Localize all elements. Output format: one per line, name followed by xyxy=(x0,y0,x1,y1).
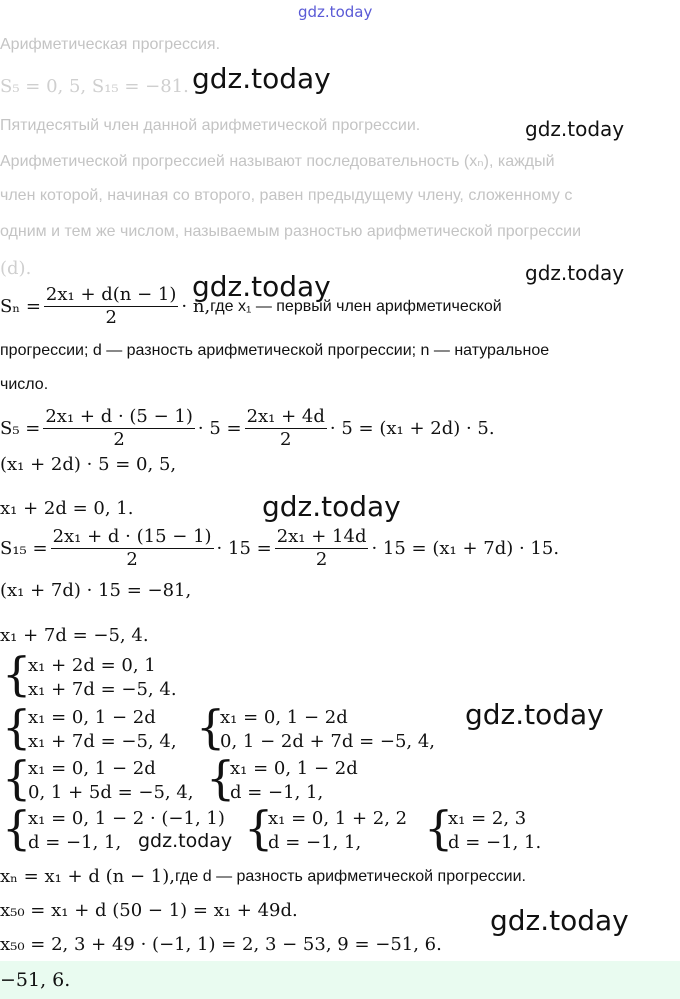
formula-explanation-line: прогрессии; d — разность арифметической прогрессии; n — натуральное xyxy=(0,342,550,359)
denominator: 2 xyxy=(126,549,138,570)
definition-line: член которой, начиная со второго, равен предыдущему члену, сложенному с xyxy=(0,187,573,204)
s15-end: · 15 = (x₁ + 7d) · 15. xyxy=(371,538,560,559)
s5-fraction-2 xyxy=(245,406,327,451)
system-brace: { xyxy=(196,700,226,754)
s15-middle: · 15 = xyxy=(216,538,272,559)
system-b xyxy=(28,706,177,754)
watermark: gdz.today xyxy=(262,490,401,523)
system-c xyxy=(220,706,435,754)
watermark: gdz.today xyxy=(192,62,331,95)
definition-line: (d). xyxy=(0,258,32,279)
system-brace: { xyxy=(2,700,32,754)
system-h xyxy=(448,807,541,855)
system-line: x₁ = 0, 1 − 2d xyxy=(28,758,156,779)
x50-formula: x₅₀ = x₁ + d (50 − 1) = x₁ + 49d. xyxy=(0,900,298,921)
system-brace: { xyxy=(206,751,236,805)
denominator: 2 xyxy=(315,549,328,570)
system-line: x₁ + 7d = −5, 4, xyxy=(28,731,177,752)
system-line: x₁ + 7d = −5, 4. xyxy=(28,679,177,700)
system-brace: { xyxy=(2,751,32,805)
s5-end: · 5 = (x₁ + 2d) · 5. xyxy=(329,418,495,439)
system-line: d = −1, 1, xyxy=(28,832,122,853)
equation: x₁ + 2d = 0, 1. xyxy=(0,498,134,519)
equation: (x₁ + 2d) · 5 = 0, 5, xyxy=(0,454,177,475)
formula-numerator: 2x₁ + d(n − 1) xyxy=(45,284,177,305)
given-values: S₅ = 0, 5, S₁₅ = −81. xyxy=(0,76,189,97)
formula-tail: · n, xyxy=(181,296,211,317)
nth-term-math: xₙ = x₁ + d (n − 1), xyxy=(0,866,175,887)
s5-lhs: S₅ = xyxy=(0,418,41,439)
nth-term-formula xyxy=(0,866,526,887)
system-brace: { xyxy=(2,801,32,855)
system-line: d = −1, 1, xyxy=(268,832,362,853)
formula-denominator: 2 xyxy=(105,307,117,328)
watermark: gdz.today xyxy=(465,698,604,731)
equation: x₁ + 7d = −5, 4. xyxy=(0,625,149,646)
definition-line: Арифметической прогрессией называют последовательность (xₙ), каждый xyxy=(0,153,555,170)
answer-box xyxy=(0,961,680,999)
s5-expansion xyxy=(0,406,495,451)
formula-explanation-line: число. xyxy=(0,376,49,393)
system-line: x₁ = 2, 3 xyxy=(448,808,527,829)
definition-line: одним и тем же числом, называемым разностью арифметической прогрессии xyxy=(0,223,582,240)
system-line: x₁ = 0, 1 − 2 · (−1, 1) xyxy=(28,808,225,829)
task-title: Арифметическая прогрессия. xyxy=(0,36,221,53)
numerator: 2x₁ + 14d xyxy=(276,526,367,547)
task-statement: Пятидесятый член данной арифметической прогрессии. xyxy=(0,117,421,134)
system-d xyxy=(28,757,194,805)
watermark: gdz.today xyxy=(192,270,331,303)
system-g xyxy=(268,807,407,855)
formula-lhs: Sₙ = xyxy=(0,296,41,317)
system-line: d = −1, 1, xyxy=(230,782,324,803)
watermark: gdz.today xyxy=(525,261,625,285)
system-brace: { xyxy=(424,801,454,855)
watermark: gdz.today xyxy=(525,117,625,141)
x50-calculation: x₅₀ = 2, 3 + 49 · (−1, 1) = 2, 3 − 53, 9 = −51, 6. xyxy=(0,934,442,955)
sum-formula xyxy=(0,284,502,329)
system-line: x₁ = 0, 1 − 2d xyxy=(230,758,358,779)
equation: (x₁ + 7d) · 15 = −81, xyxy=(0,580,192,601)
watermark: gdz.today xyxy=(490,904,629,937)
system-line: x₁ = 0, 1 − 2d xyxy=(220,707,348,728)
formula-fraction xyxy=(44,284,178,329)
system-line: x₁ = 0, 1 + 2, 2 xyxy=(268,808,408,829)
formula-explanation: где x₁ — первый член арифметической xyxy=(210,297,502,315)
s15-fraction-1 xyxy=(51,526,214,571)
s15-expansion xyxy=(0,526,559,571)
s15-fraction-2 xyxy=(275,526,369,571)
nth-term-text: где d — разность арифметической прогрессии. xyxy=(174,867,526,885)
s15-lhs: S₁₅ = xyxy=(0,538,48,559)
numerator: 2x₁ + d · (5 − 1) xyxy=(45,406,193,427)
system-brace: { xyxy=(2,647,32,701)
system-a xyxy=(28,654,177,702)
answer-value: −51, 6. xyxy=(0,969,71,991)
system-line: x₁ + 2d = 0, 1 xyxy=(28,655,156,676)
numerator: 2x₁ + 4d xyxy=(246,406,325,427)
denominator: 2 xyxy=(280,429,292,450)
system-line: x₁ = 0, 1 − 2d xyxy=(28,707,156,728)
watermark: gdz.today xyxy=(138,830,233,852)
system-brace: { xyxy=(244,801,274,855)
numerator: 2x₁ + d · (15 − 1) xyxy=(52,526,212,547)
system-line: d = −1, 1. xyxy=(448,832,542,853)
system-e xyxy=(230,757,358,805)
s5-middle: · 5 = xyxy=(197,418,242,439)
s5-fraction-1 xyxy=(43,406,195,451)
system-line: 0, 1 + 5d = −5, 4, xyxy=(28,782,194,803)
watermark-top: gdz.today xyxy=(298,3,373,21)
system-f xyxy=(28,807,225,855)
system-line: 0, 1 − 2d + 7d = −5, 4, xyxy=(220,731,436,752)
denominator: 2 xyxy=(113,429,125,450)
